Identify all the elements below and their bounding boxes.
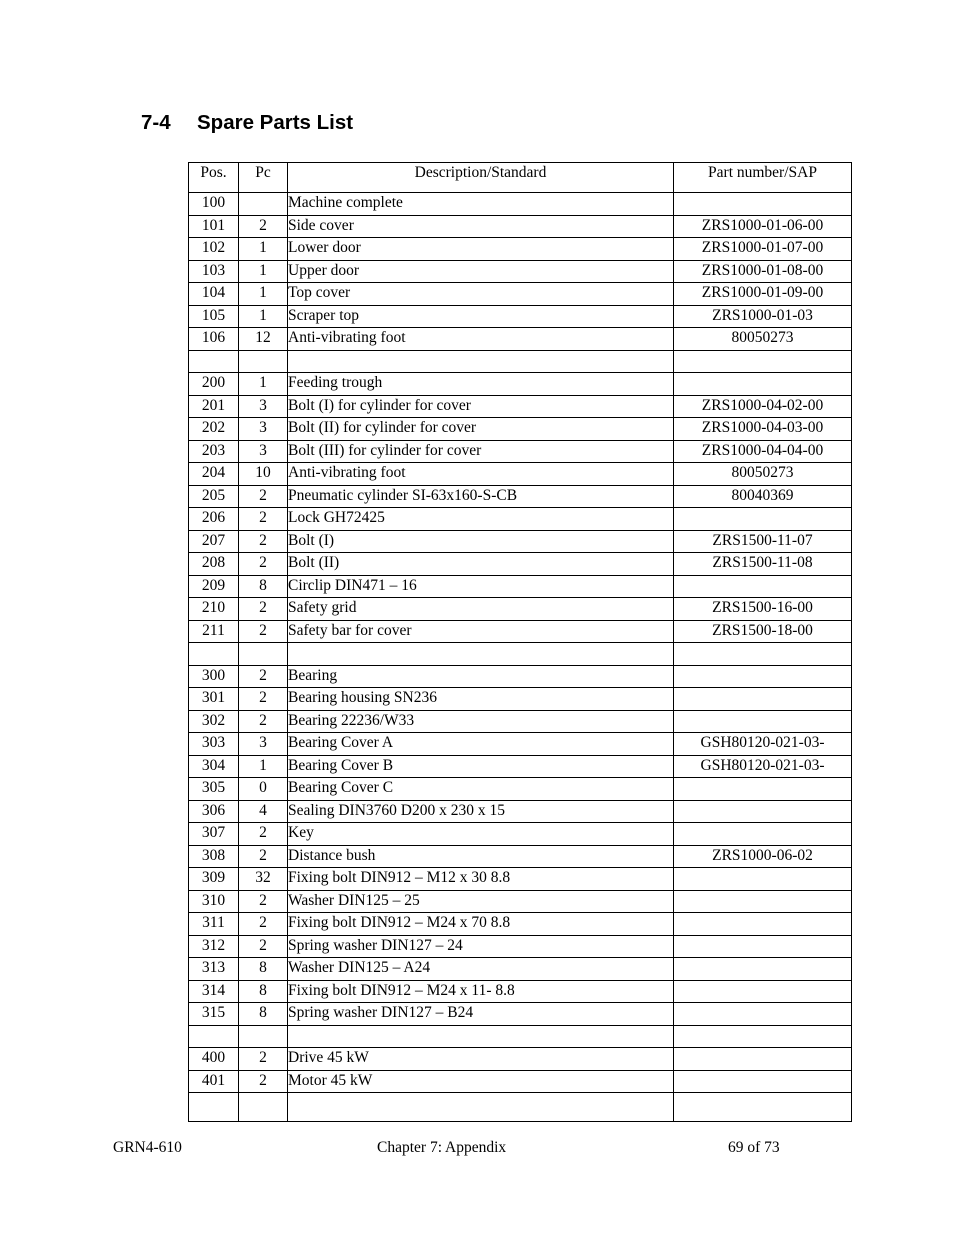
part-number-cell xyxy=(674,1070,852,1093)
description-cell: Feeding trough xyxy=(288,373,674,396)
pos-cell: 311 xyxy=(189,913,239,936)
part-number-cell: 80040369 xyxy=(674,485,852,508)
pos-cell: 313 xyxy=(189,958,239,981)
pos-cell: 101 xyxy=(189,215,239,238)
pc-cell: 1 xyxy=(239,260,288,283)
description-cell: Washer DIN125 – 25 xyxy=(288,890,674,913)
table-row xyxy=(189,980,852,1003)
table-row xyxy=(189,845,852,868)
part-number-cell: ZRS1000-01-03 xyxy=(674,305,852,328)
pc-cell: 2 xyxy=(239,1048,288,1071)
pc-cell xyxy=(239,193,288,216)
part-number-cell: ZRS1000-04-04-00 xyxy=(674,440,852,463)
pos-cell: 401 xyxy=(189,1070,239,1093)
pos-cell: 304 xyxy=(189,755,239,778)
pc-cell: 2 xyxy=(239,845,288,868)
pc-cell: 8 xyxy=(239,575,288,598)
header-pos: Pos. xyxy=(189,163,239,193)
pc-cell: 2 xyxy=(239,890,288,913)
pos-cell: 209 xyxy=(189,575,239,598)
part-number-cell: ZRS1000-01-06-00 xyxy=(674,215,852,238)
part-number-cell: ZRS1500-16-00 xyxy=(674,598,852,621)
table-header-row xyxy=(189,163,852,193)
pc-cell: 2 xyxy=(239,823,288,846)
pos-cell: 105 xyxy=(189,305,239,328)
description-cell: Lower door xyxy=(288,238,674,261)
table-row xyxy=(189,440,852,463)
pc-cell: 2 xyxy=(239,620,288,643)
pc-cell xyxy=(239,643,288,666)
table-row xyxy=(189,193,852,216)
table-row xyxy=(189,283,852,306)
pc-cell: 1 xyxy=(239,305,288,328)
pc-cell: 0 xyxy=(239,778,288,801)
description-cell: Key xyxy=(288,823,674,846)
description-cell: Bolt (I) for cylinder for cover xyxy=(288,395,674,418)
description-cell: Fixing bolt DIN912 – M12 x 30 8.8 xyxy=(288,868,674,891)
description-cell: Bolt (II) xyxy=(288,553,674,576)
section-heading xyxy=(141,111,353,135)
table-row xyxy=(189,755,852,778)
pc-cell: 8 xyxy=(239,1003,288,1026)
table-row xyxy=(189,665,852,688)
table-row xyxy=(189,733,852,756)
part-number-cell xyxy=(674,1048,852,1071)
description-cell: Drive 45 kW xyxy=(288,1048,674,1071)
table-row xyxy=(189,305,852,328)
table-row xyxy=(189,238,852,261)
description-cell xyxy=(288,1093,674,1122)
description-cell: Bearing xyxy=(288,665,674,688)
description-cell: Machine complete xyxy=(288,193,674,216)
pc-cell: 10 xyxy=(239,463,288,486)
pc-cell: 2 xyxy=(239,935,288,958)
pc-cell: 2 xyxy=(239,913,288,936)
table-row xyxy=(189,350,852,373)
description-cell: Spring washer DIN127 – 24 xyxy=(288,935,674,958)
pos-cell: 315 xyxy=(189,1003,239,1026)
pos-cell: 310 xyxy=(189,890,239,913)
table-row xyxy=(189,1093,852,1122)
pc-cell: 2 xyxy=(239,553,288,576)
footer-chapter: Chapter 7: Appendix xyxy=(377,1139,507,1156)
part-number-cell xyxy=(674,350,852,373)
pc-cell xyxy=(239,1093,288,1122)
part-number-cell xyxy=(674,1093,852,1122)
table-row xyxy=(189,598,852,621)
table-row xyxy=(189,688,852,711)
description-cell: Bolt (I) xyxy=(288,530,674,553)
description-cell: Bearing Cover C xyxy=(288,778,674,801)
description-cell: Safety grid xyxy=(288,598,674,621)
table-row xyxy=(189,913,852,936)
table-row xyxy=(189,395,852,418)
pos-cell: 303 xyxy=(189,733,239,756)
part-number-cell: ZRS1000-04-03-00 xyxy=(674,418,852,441)
header-part-number: Part number/SAP xyxy=(674,163,852,193)
part-number-cell xyxy=(674,193,852,216)
pos-cell: 211 xyxy=(189,620,239,643)
part-number-cell xyxy=(674,665,852,688)
spare-parts-table xyxy=(188,162,852,1122)
pos-cell: 301 xyxy=(189,688,239,711)
pos-cell xyxy=(189,1025,239,1048)
pos-cell: 202 xyxy=(189,418,239,441)
pos-cell: 201 xyxy=(189,395,239,418)
pos-cell: 203 xyxy=(189,440,239,463)
table-row xyxy=(189,485,852,508)
pos-cell: 208 xyxy=(189,553,239,576)
pos-cell xyxy=(189,350,239,373)
description-cell: Scraper top xyxy=(288,305,674,328)
table-row xyxy=(189,530,852,553)
pc-cell: 2 xyxy=(239,665,288,688)
table-row xyxy=(189,620,852,643)
pos-cell: 204 xyxy=(189,463,239,486)
footer-page-number: 69 of 73 xyxy=(728,1139,780,1156)
pc-cell: 12 xyxy=(239,328,288,351)
part-number-cell: ZRS1500-11-08 xyxy=(674,553,852,576)
part-number-cell: ZRS1000-01-09-00 xyxy=(674,283,852,306)
table-row xyxy=(189,1070,852,1093)
description-cell: Bearing 22236/W33 xyxy=(288,710,674,733)
table-row xyxy=(189,643,852,666)
table-row xyxy=(189,823,852,846)
part-number-cell xyxy=(674,1003,852,1026)
description-cell: Fixing bolt DIN912 – M24 x 70 8.8 xyxy=(288,913,674,936)
description-cell: Safety bar for cover xyxy=(288,620,674,643)
description-cell xyxy=(288,1025,674,1048)
part-number-cell: ZRS1500-11-07 xyxy=(674,530,852,553)
part-number-cell: 80050273 xyxy=(674,328,852,351)
table-row xyxy=(189,553,852,576)
pos-cell xyxy=(189,1093,239,1122)
table-row xyxy=(189,868,852,891)
description-cell: Washer DIN125 – A24 xyxy=(288,958,674,981)
description-cell: Bolt (III) for cylinder for cover xyxy=(288,440,674,463)
part-number-cell: ZRS1000-06-02 xyxy=(674,845,852,868)
part-number-cell xyxy=(674,778,852,801)
part-number-cell xyxy=(674,935,852,958)
pc-cell: 3 xyxy=(239,395,288,418)
pc-cell: 1 xyxy=(239,373,288,396)
part-number-cell xyxy=(674,688,852,711)
pc-cell: 8 xyxy=(239,958,288,981)
pos-cell: 312 xyxy=(189,935,239,958)
table-row xyxy=(189,328,852,351)
part-number-cell xyxy=(674,913,852,936)
pos-cell: 100 xyxy=(189,193,239,216)
part-number-cell xyxy=(674,980,852,1003)
pc-cell: 1 xyxy=(239,755,288,778)
table-row xyxy=(189,1048,852,1071)
header-description: Description/Standard xyxy=(288,163,674,193)
pc-cell: 3 xyxy=(239,418,288,441)
pc-cell: 2 xyxy=(239,530,288,553)
description-cell: Top cover xyxy=(288,283,674,306)
table-row xyxy=(189,710,852,733)
pc-cell: 3 xyxy=(239,440,288,463)
pos-cell: 102 xyxy=(189,238,239,261)
pos-cell: 104 xyxy=(189,283,239,306)
pos-cell: 200 xyxy=(189,373,239,396)
pos-cell: 314 xyxy=(189,980,239,1003)
table-row xyxy=(189,373,852,396)
description-cell: Spring washer DIN127 – B24 xyxy=(288,1003,674,1026)
table-row xyxy=(189,575,852,598)
pc-cell: 2 xyxy=(239,215,288,238)
part-number-cell xyxy=(674,575,852,598)
description-cell: Bearing Cover A xyxy=(288,733,674,756)
part-number-cell xyxy=(674,508,852,531)
description-cell xyxy=(288,350,674,373)
table-row xyxy=(189,778,852,801)
description-cell: Distance bush xyxy=(288,845,674,868)
pc-cell: 3 xyxy=(239,733,288,756)
header-pc: Pc xyxy=(239,163,288,193)
table-row xyxy=(189,418,852,441)
description-cell: Fixing bolt DIN912 – M24 x 11- 8.8 xyxy=(288,980,674,1003)
table-row xyxy=(189,1025,852,1048)
pc-cell: 2 xyxy=(239,688,288,711)
part-number-cell xyxy=(674,958,852,981)
pos-cell: 400 xyxy=(189,1048,239,1071)
table-row xyxy=(189,215,852,238)
section-number: 7-4 xyxy=(141,111,171,134)
pos-cell: 210 xyxy=(189,598,239,621)
description-cell: Bearing housing SN236 xyxy=(288,688,674,711)
table-row xyxy=(189,260,852,283)
part-number-cell xyxy=(674,1025,852,1048)
pos-cell: 207 xyxy=(189,530,239,553)
table-row xyxy=(189,1003,852,1026)
pos-cell: 302 xyxy=(189,710,239,733)
description-cell: Motor 45 kW xyxy=(288,1070,674,1093)
pc-cell: 2 xyxy=(239,1070,288,1093)
description-cell: Bearing Cover B xyxy=(288,755,674,778)
part-number-cell xyxy=(674,823,852,846)
description-cell: Lock GH72425 xyxy=(288,508,674,531)
part-number-cell: ZRS1000-04-02-00 xyxy=(674,395,852,418)
pos-cell: 306 xyxy=(189,800,239,823)
pos-cell: 305 xyxy=(189,778,239,801)
pos-cell: 308 xyxy=(189,845,239,868)
pc-cell: 2 xyxy=(239,598,288,621)
pc-cell xyxy=(239,1025,288,1048)
pc-cell: 32 xyxy=(239,868,288,891)
pos-cell: 206 xyxy=(189,508,239,531)
pc-cell: 1 xyxy=(239,238,288,261)
table-row xyxy=(189,800,852,823)
pc-cell xyxy=(239,350,288,373)
description-cell: Sealing DIN3760 D200 x 230 x 15 xyxy=(288,800,674,823)
description-cell: Anti-vibrating foot xyxy=(288,463,674,486)
part-number-cell: GSH80120-021-03- xyxy=(674,755,852,778)
table-row xyxy=(189,890,852,913)
pc-cell: 1 xyxy=(239,283,288,306)
description-cell: Circlip DIN471 – 16 xyxy=(288,575,674,598)
pos-cell: 309 xyxy=(189,868,239,891)
pc-cell: 2 xyxy=(239,508,288,531)
part-number-cell xyxy=(674,890,852,913)
part-number-cell xyxy=(674,868,852,891)
table-row xyxy=(189,508,852,531)
pos-cell: 300 xyxy=(189,665,239,688)
part-number-cell xyxy=(674,643,852,666)
description-cell xyxy=(288,643,674,666)
part-number-cell: 80050273 xyxy=(674,463,852,486)
description-cell: Bolt (II) for cylinder for cover xyxy=(288,418,674,441)
pos-cell: 106 xyxy=(189,328,239,351)
pc-cell: 2 xyxy=(239,485,288,508)
pos-cell xyxy=(189,643,239,666)
description-cell: Anti-vibrating foot xyxy=(288,328,674,351)
part-number-cell xyxy=(674,373,852,396)
pc-cell: 8 xyxy=(239,980,288,1003)
table-row xyxy=(189,958,852,981)
footer-doc-id: GRN4-610 xyxy=(113,1139,182,1156)
description-cell: Pneumatic cylinder SI-63x160-S-CB xyxy=(288,485,674,508)
description-cell: Side cover xyxy=(288,215,674,238)
table-row xyxy=(189,935,852,958)
pos-cell: 307 xyxy=(189,823,239,846)
part-number-cell xyxy=(674,710,852,733)
pc-cell: 4 xyxy=(239,800,288,823)
part-number-cell: GSH80120-021-03- xyxy=(674,733,852,756)
part-number-cell: ZRS1000-01-07-00 xyxy=(674,238,852,261)
description-cell: Upper door xyxy=(288,260,674,283)
part-number-cell: ZRS1000-01-08-00 xyxy=(674,260,852,283)
pc-cell: 2 xyxy=(239,710,288,733)
pos-cell: 205 xyxy=(189,485,239,508)
pos-cell: 103 xyxy=(189,260,239,283)
table-row xyxy=(189,463,852,486)
part-number-cell xyxy=(674,800,852,823)
section-title: Spare Parts List xyxy=(197,111,354,134)
part-number-cell: ZRS1500-18-00 xyxy=(674,620,852,643)
